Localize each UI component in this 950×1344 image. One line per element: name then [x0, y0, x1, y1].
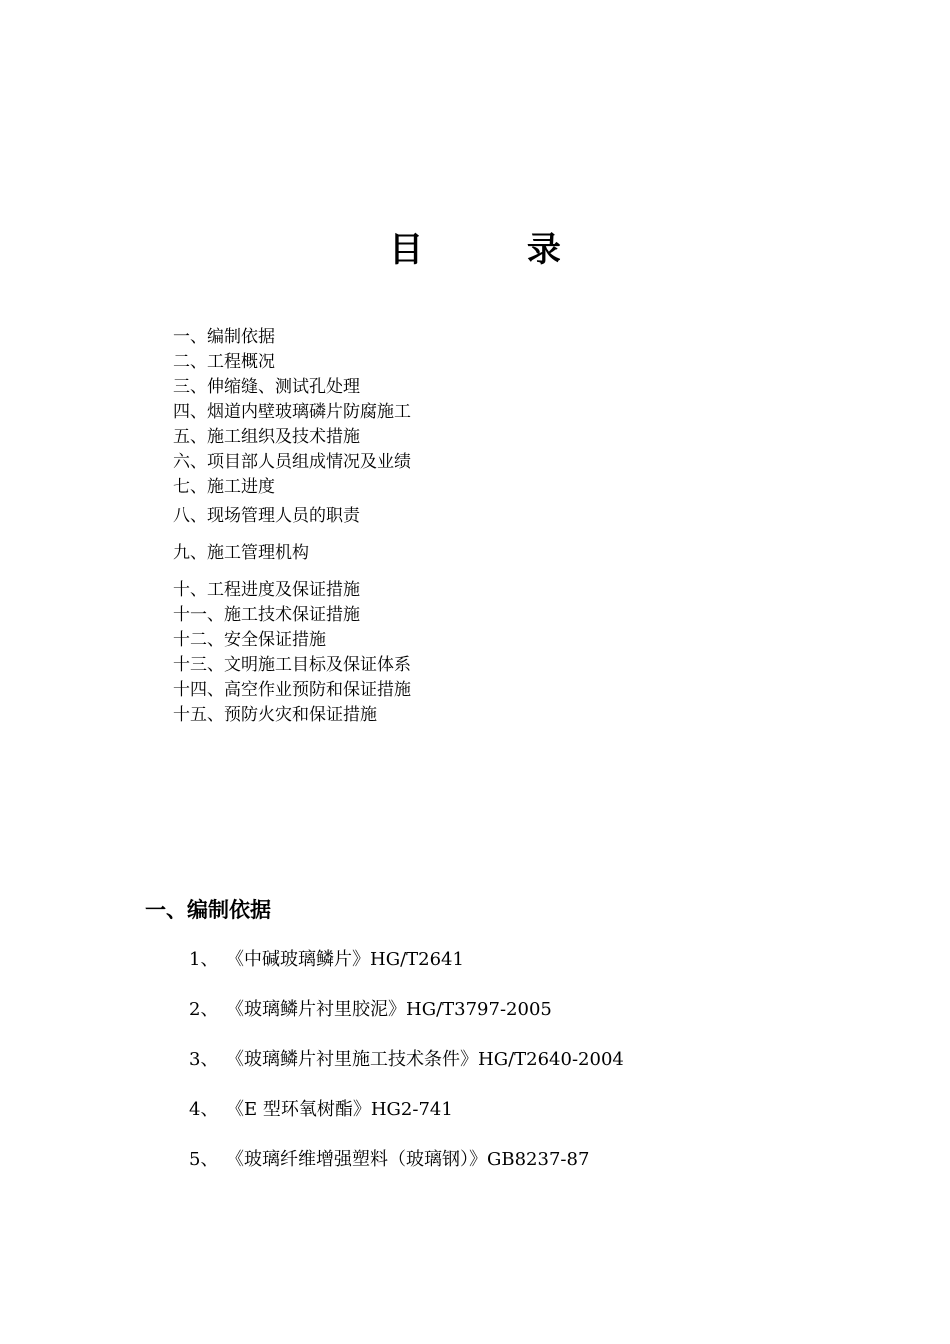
reference-item — [189, 994, 624, 1044]
reference-number: 3、 — [189, 1049, 219, 1070]
toc-item: 十五、预防火灾和保证措施 — [173, 705, 377, 725]
toc-item: 三、伸缩缝、测试孔处理 — [173, 377, 360, 397]
reference-text: 《玻璃纤维增强塑料（玻璃钢）》GB8237-87 — [226, 1149, 590, 1170]
reference-text: 《玻璃鳞片衬里胶泥》HG/T3797-2005 — [226, 999, 552, 1020]
toc-list — [173, 325, 411, 728]
toc-item: 一、编制依据 — [173, 327, 275, 347]
reference-number: 2、 — [189, 999, 219, 1020]
reference-text: 《E 型环氧树酯》HG2-741 — [226, 1099, 453, 1120]
reference-item — [189, 944, 624, 994]
toc-item: 十、工程进度及保证措施 — [173, 580, 360, 600]
toc-item: 七、施工进度 — [173, 477, 275, 497]
toc-title: 目 录 — [389, 230, 607, 270]
toc-item: 四、烟道内壁玻璃磷片防腐施工 — [173, 402, 411, 422]
toc-item: 十二、安全保证措施 — [173, 630, 326, 650]
toc-item: 九、施工管理机构 — [173, 543, 309, 563]
toc-item: 八、现场管理人员的职责 — [173, 506, 360, 526]
reference-item — [189, 1044, 624, 1094]
toc-item: 六、项目部人员组成情况及业绩 — [173, 452, 411, 472]
toc-item: 十三、文明施工目标及保证体系 — [173, 655, 411, 675]
toc-item: 二、工程概况 — [173, 352, 275, 372]
reference-text: 《玻璃鳞片衬里施工技术条件》HG/T2640-2004 — [226, 1049, 624, 1070]
reference-number: 1、 — [189, 949, 219, 970]
reference-item — [189, 1144, 624, 1194]
reference-list — [189, 944, 624, 1194]
reference-item — [189, 1094, 624, 1144]
toc-item: 五、施工组织及技术措施 — [173, 427, 360, 447]
toc-item: 十四、高空作业预防和保证措施 — [173, 680, 411, 700]
toc-item: 十一、施工技术保证措施 — [173, 605, 360, 625]
section-heading: 一、编制依据 — [145, 897, 271, 922]
reference-number: 5、 — [189, 1149, 219, 1170]
reference-number: 4、 — [189, 1099, 219, 1120]
reference-text: 《中碱玻璃鳞片》HG/T2641 — [226, 949, 464, 970]
